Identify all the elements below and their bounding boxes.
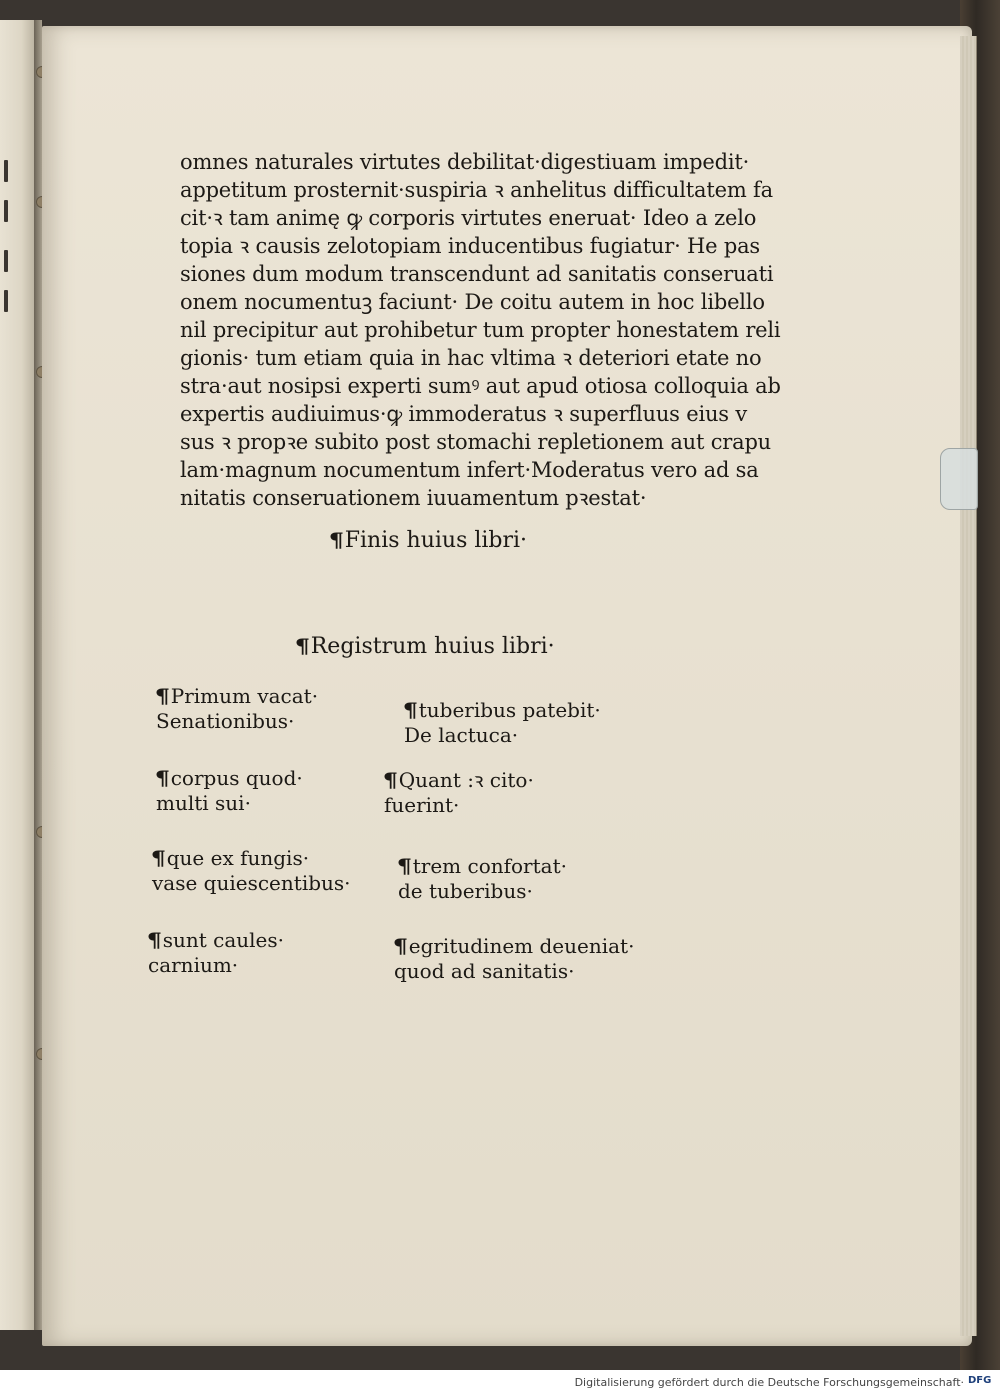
pilcrow-icon: ¶ <box>392 934 409 958</box>
pilcrow-icon: ¶ <box>294 634 311 658</box>
binding-gutter <box>34 20 42 1330</box>
finis-heading <box>330 528 527 553</box>
text-line: stra·aut nosipsi experti sumꝰ aut apud otiosa colloquia ab <box>180 374 781 398</box>
registrum-text: trem confortat· <box>412 854 567 878</box>
registrum-text: egritudinem deueniat· <box>408 934 635 958</box>
registrum-line <box>156 684 318 709</box>
ink-mark <box>4 160 8 182</box>
registrum-entry <box>384 768 534 818</box>
registrum-entry <box>404 698 601 748</box>
text-line: omnes naturales virtutes debilitat·digestiuam impedit· <box>180 150 750 174</box>
text-line: topia ꝛ causis zelotopiam inducentibus fugiatur· He pas <box>180 234 761 258</box>
finis-text: Finis huius libri· <box>344 528 528 553</box>
dfg-logo: DFG <box>968 1375 992 1386</box>
bookmark-tab <box>940 448 978 510</box>
registrum-line: quod ad sanitatis· <box>394 959 575 983</box>
registrum-entry <box>394 934 634 984</box>
registrum-text: corpus quod· <box>170 766 303 790</box>
registrum-line: de tuberibus· <box>398 879 533 903</box>
registrum-entry <box>156 684 318 734</box>
registrum-line: Senationibus· <box>156 709 295 733</box>
page-stack-edge <box>960 36 977 1336</box>
ink-mark <box>4 250 8 272</box>
registrum-heading <box>296 634 555 659</box>
pilcrow-icon: ¶ <box>154 684 171 708</box>
registrum-line <box>404 698 601 723</box>
text-line: nil precipitur aut prohibetur tum propter honestatem reli <box>180 318 781 342</box>
registrum-text: Quant :ꝛ cito· <box>398 768 534 792</box>
registrum-line <box>156 766 303 791</box>
registrum-line <box>148 928 284 953</box>
registrum-line: carnium· <box>148 953 239 977</box>
registrum-line: De lactuca· <box>404 723 519 747</box>
registrum-text: sunt caules· <box>162 928 285 952</box>
pilcrow-icon: ¶ <box>396 854 413 878</box>
registrum-line: fuerint· <box>384 793 460 817</box>
pilcrow-icon: ¶ <box>150 846 167 870</box>
digitization-footer <box>0 1372 1000 1395</box>
registrum-title: Registrum huius libri· <box>310 634 555 659</box>
registrum-text: Primum vacat· <box>170 684 319 708</box>
facing-page-edge <box>0 20 38 1330</box>
registrum-line <box>384 768 534 793</box>
pilcrow-icon: ¶ <box>328 528 345 552</box>
text-line: lam·magnum nocumentum infert·Moderatus vero ad sa <box>180 458 759 482</box>
funding-credit: Digitalisierung gefördert durch die Deutsche Forschungsgemeinschaft· <box>574 1376 964 1389</box>
registrum-entry <box>398 854 567 904</box>
text-line: siones dum modum transcendunt ad sanitatis conseruati <box>180 262 774 286</box>
registrum-line <box>398 854 567 879</box>
registrum-text: que ex fungis· <box>166 846 310 870</box>
text-line: cit·ꝛ tam animę ꝙ corporis virtutes eneruat· Ideo a zelo <box>180 206 757 230</box>
registrum-line <box>394 934 634 959</box>
registrum-entry <box>148 928 284 978</box>
ink-mark <box>4 200 8 222</box>
body-paragraph <box>180 148 781 512</box>
text-line: expertis audiuimus·ꝙ immoderatus ꝛ superfluus eius v <box>180 402 748 426</box>
pilcrow-icon: ¶ <box>382 768 399 792</box>
pilcrow-icon: ¶ <box>402 698 419 722</box>
registrum-entry <box>156 766 303 816</box>
registrum-line: vase quiescentibus· <box>152 871 351 895</box>
registrum-text: tuberibus patebit· <box>418 698 601 722</box>
pilcrow-icon: ¶ <box>146 928 163 952</box>
text-line: appetitum prosternit·suspiria ꝛ anhelitus difficultatem fa <box>180 178 773 202</box>
registrum-line: multi sui· <box>156 791 251 815</box>
pilcrow-icon: ¶ <box>154 766 171 790</box>
text-line: gionis· tum etiam quia in hac vltima ꝛ deteriori etate no <box>180 346 762 370</box>
registrum-entry <box>152 846 351 896</box>
text-line: nitatis conseruationem iuuamentum pꝛestat· <box>180 486 647 510</box>
text-line: sus ꝛ propꝛe subito post stomachi repletionem aut crapu <box>180 430 772 454</box>
ink-mark <box>4 290 8 312</box>
registrum-line <box>152 846 351 871</box>
text-line: onem nocumentuꝫ faciunt· De coitu autem in hoc libello <box>180 290 765 314</box>
